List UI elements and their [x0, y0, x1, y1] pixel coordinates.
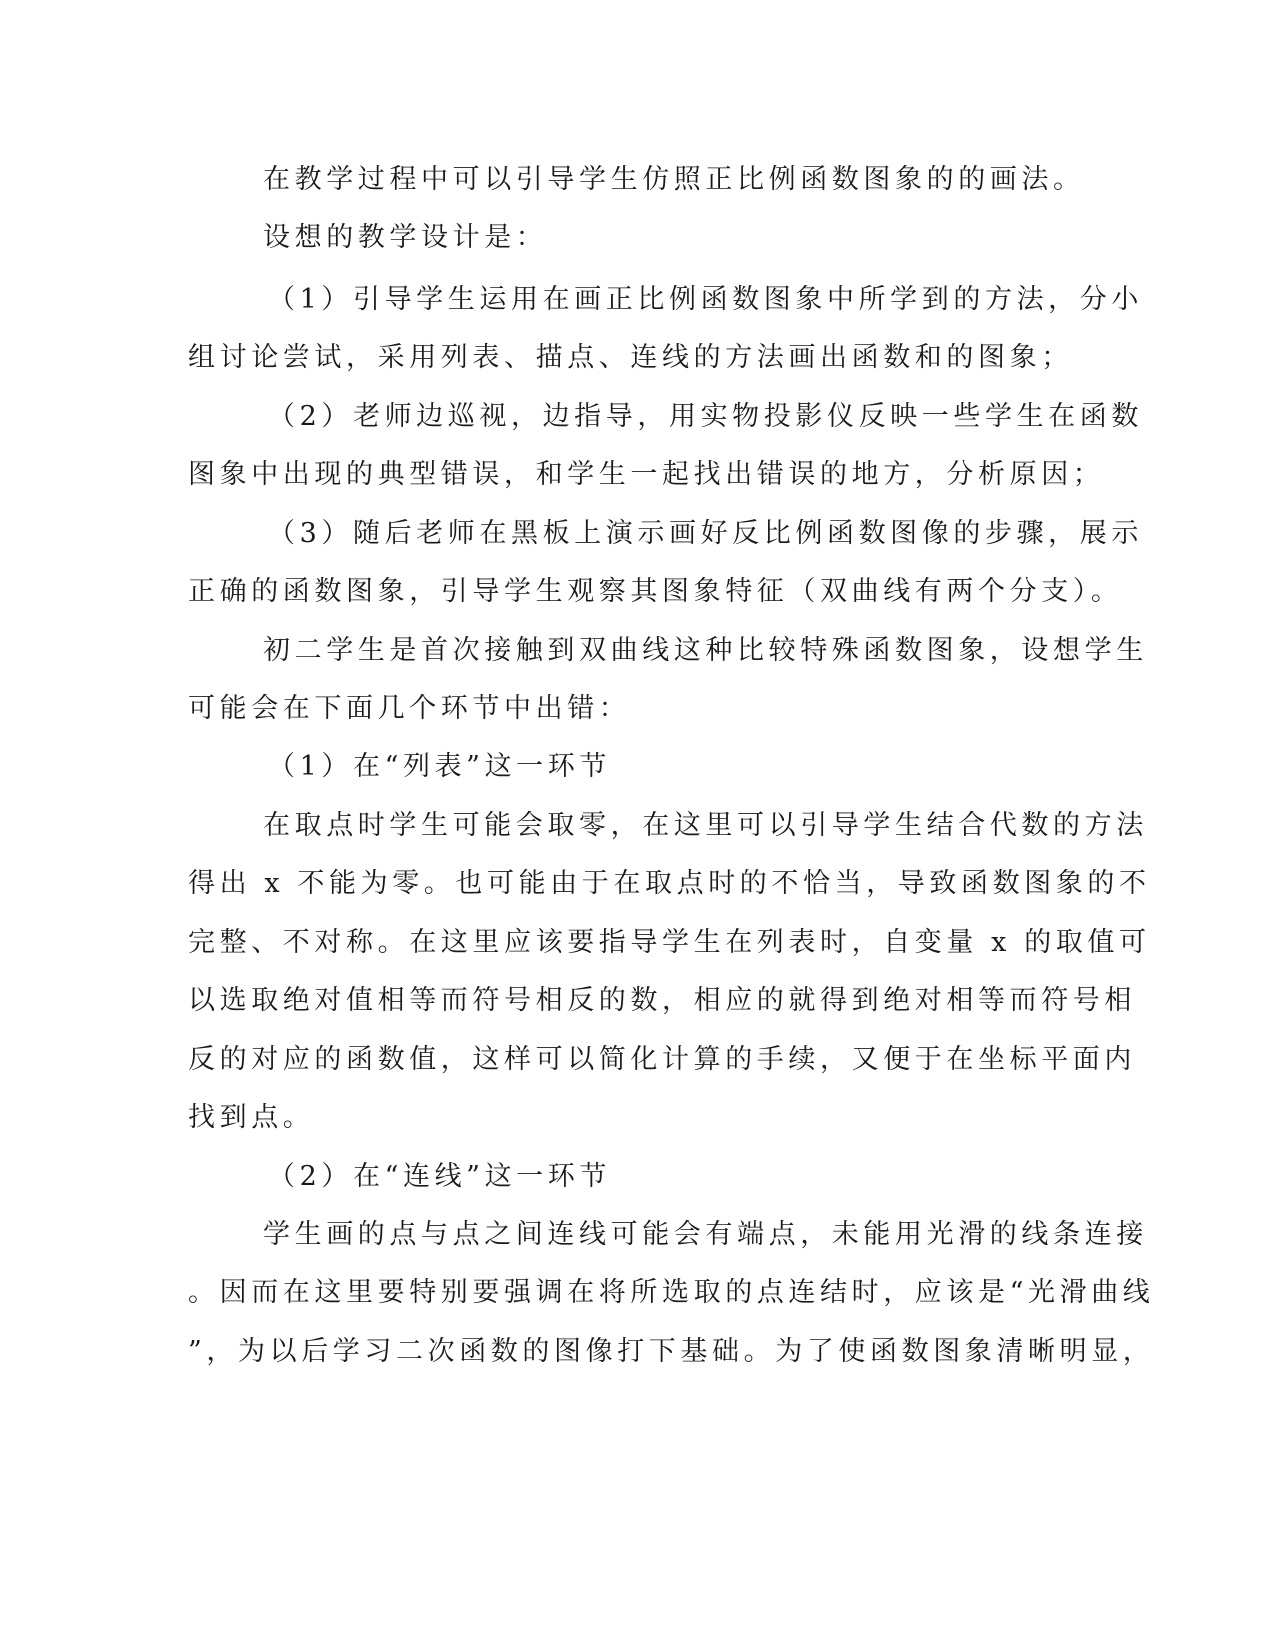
paragraph-line-12: 在取点时学生可能会取零，在这里可以引导学生结合代数的方法 — [263, 810, 1148, 841]
subheading-list: （1）在“列表”这一环节 — [268, 751, 611, 782]
list-item-2-line-2: 图象中出现的典型错误，和学生一起找出错误的地方，分析原因； — [188, 459, 1105, 490]
list-item-2-line-1: （2）老师边巡视，边指导，用实物投影仪反映一些学生在函数 — [268, 401, 1143, 432]
paragraph-line-14: 完整、不对称。在这里应该要指导学生在列表时，自变量 x 的取值可 — [188, 927, 1151, 958]
paragraph-line-15: 以选取绝对值相等而符号相反的数，相应的就得到绝对相等而符号相 — [188, 985, 1136, 1016]
paragraph-line-10: 可能会在下面几个环节中出错： — [188, 693, 631, 724]
paragraph-line-21: ”，为以后学习二次函数的图像打下基础。为了使函数图象清晰明显， — [188, 1336, 1155, 1367]
paragraph-line-17: 找到点。 — [188, 1102, 315, 1133]
paragraph-line-13: 得出 x 不能为零。也可能由于在取点时的不恰当，导致函数图象的不 — [188, 868, 1151, 899]
paragraph-line-19: 学生画的点与点之间连线可能会有端点，未能用光滑的线条连接 — [263, 1219, 1148, 1250]
list-item-3-line-2: 正确的函数图象，引导学生观察其图象特征（双曲线有两个分支）。 — [188, 576, 1123, 607]
paragraph-line-2: 设想的教学设计是： — [263, 222, 548, 253]
paragraph-line-9: 初二学生是首次接触到双曲线这种比较特殊函数图象，设想学生 — [263, 635, 1148, 666]
paragraph-line-1: 在教学过程中可以引导学生仿照正比例函数图象的的画法。 — [263, 164, 1085, 195]
list-item-3-line-1: （3）随后老师在黑板上演示画好反比例函数图像的步骤，展示 — [268, 518, 1143, 549]
paragraph-line-16: 反的对应的函数值，这样可以简化计算的手续，又便于在坐标平面内 — [188, 1044, 1136, 1075]
list-item-1-line-1: （1）引导学生运用在画正比例函数图象中所学到的方法，分小 — [268, 284, 1143, 315]
subheading-connect: （2）在“连线”这一环节 — [268, 1161, 611, 1192]
list-item-1-line-2: 组讨论尝试，采用列表、描点、连线的方法画出函数和的图象； — [188, 342, 1073, 373]
paragraph-line-20: 。因而在这里要特别要强调在将所选取的点连结时，应该是“光滑曲线 — [188, 1277, 1155, 1308]
